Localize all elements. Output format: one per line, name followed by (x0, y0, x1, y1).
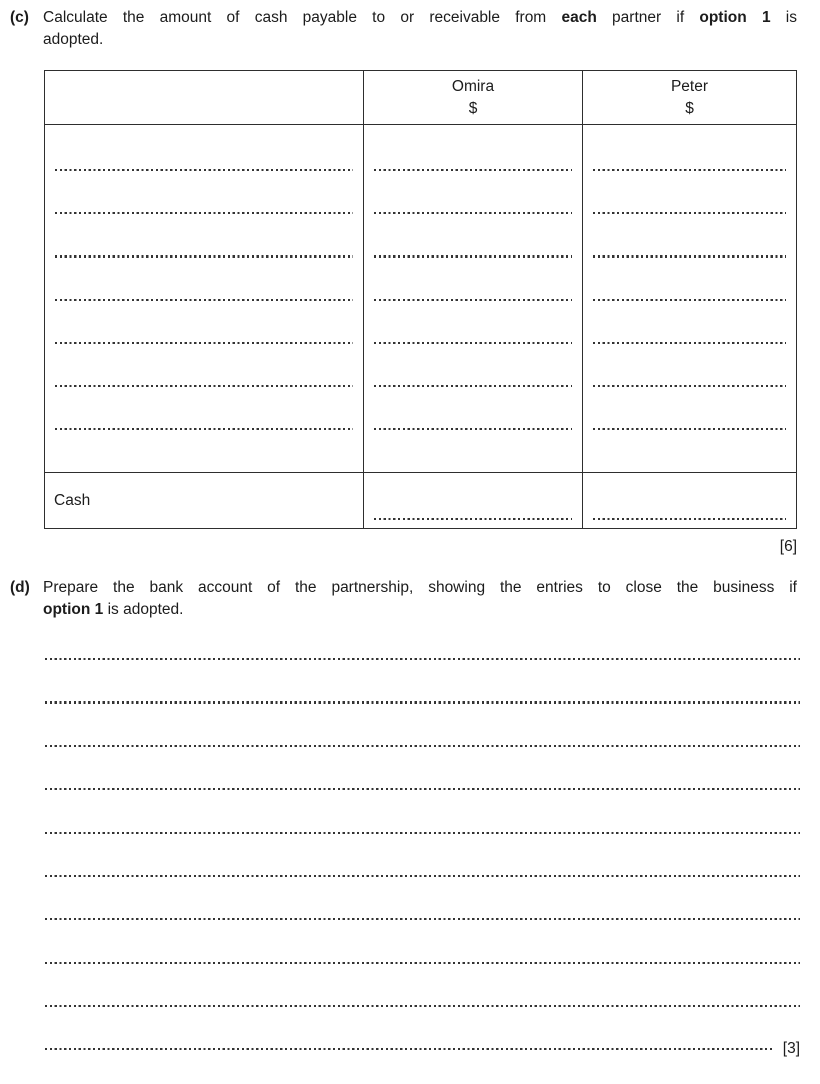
dotted-answer-line (374, 169, 572, 171)
table-body-description-column (45, 125, 364, 473)
part-c-question-line1 (43, 7, 797, 29)
part-d-text-seg1: Prepare the bank account of the partnership, showing the entries to close the business if (43, 579, 797, 596)
dotted-answer-line (45, 1005, 800, 1007)
cash-row-peter-cell (583, 473, 796, 528)
dotted-answer-line (55, 299, 353, 301)
part-c-marks-badge: [6] (779, 538, 797, 555)
dotted-answer-line (593, 212, 786, 214)
dotted-answer-line (374, 255, 572, 257)
dotted-answer-line (374, 299, 572, 301)
dotted-answer-line (45, 788, 800, 790)
peter-header-name: Peter (670, 77, 709, 95)
dotted-answer-line (593, 385, 786, 387)
table-header-peter (583, 71, 796, 125)
part-d-question-line1 (43, 577, 797, 599)
peter-header-currency: $ (685, 99, 694, 117)
dotted-answer-line (55, 385, 353, 387)
dotted-answer-line (55, 255, 353, 257)
part-c-text-seg1: Calculate the amount of cash payable to or receivable from (43, 9, 547, 26)
part-d-question-line2 (43, 599, 797, 621)
dotted-answer-line (374, 385, 572, 387)
part-d-text-bold-option1: option 1 (43, 601, 104, 618)
part-c-text-seg2: partner if (612, 9, 685, 26)
part-d-text-line2-rest: is adopted. (107, 601, 184, 618)
omira-header-name: Omira (451, 77, 495, 95)
dotted-answer-line (45, 875, 800, 877)
dotted-answer-line (593, 518, 786, 520)
cash-label: Cash (54, 491, 91, 509)
part-c-question-text (43, 7, 797, 51)
cash-row-label-cell (45, 473, 364, 528)
dotted-answer-line (55, 212, 353, 214)
part-c-label: (c) (10, 9, 29, 26)
dotted-answer-line (593, 299, 786, 301)
part-c-text-bold-option1: option 1 (699, 9, 771, 26)
dotted-answer-line (374, 518, 572, 520)
dotted-answer-line (593, 428, 786, 430)
dotted-answer-line (45, 658, 800, 660)
part-c-text-seg3: is (785, 9, 797, 26)
dotted-answer-line (55, 428, 353, 430)
dotted-answer-line (45, 918, 800, 920)
cash-row-omira-cell (364, 473, 583, 528)
dotted-answer-line (55, 342, 353, 344)
dotted-answer-line (45, 745, 800, 747)
part-d-label: (d) (10, 579, 30, 596)
part-c-question-line2: adopted. (43, 31, 104, 48)
table-header-omira (364, 71, 583, 125)
dotted-answer-line (45, 701, 800, 703)
part-c-text-bold-each: each (561, 9, 597, 26)
part-c-answer-table (44, 70, 797, 529)
part-d-marks-badge: [3] (782, 1040, 800, 1058)
dotted-answer-line (45, 832, 800, 834)
dotted-answer-line (55, 169, 353, 171)
dotted-answer-line (374, 428, 572, 430)
table-body-omira-column (364, 125, 583, 473)
dotted-answer-line (374, 212, 572, 214)
dotted-answer-line (45, 1048, 774, 1050)
dotted-answer-line (374, 342, 572, 344)
dotted-answer-line (45, 962, 800, 964)
part-d-answer-lines (45, 658, 800, 1057)
dotted-answer-line (593, 169, 786, 171)
omira-header-currency: $ (468, 99, 478, 117)
final-answer-line-row (45, 1041, 800, 1057)
table-header-blank (45, 71, 364, 125)
table-body-peter-column (583, 125, 796, 473)
dotted-answer-line (593, 342, 786, 344)
dotted-answer-line (593, 255, 786, 257)
part-d-question-text (43, 577, 797, 621)
